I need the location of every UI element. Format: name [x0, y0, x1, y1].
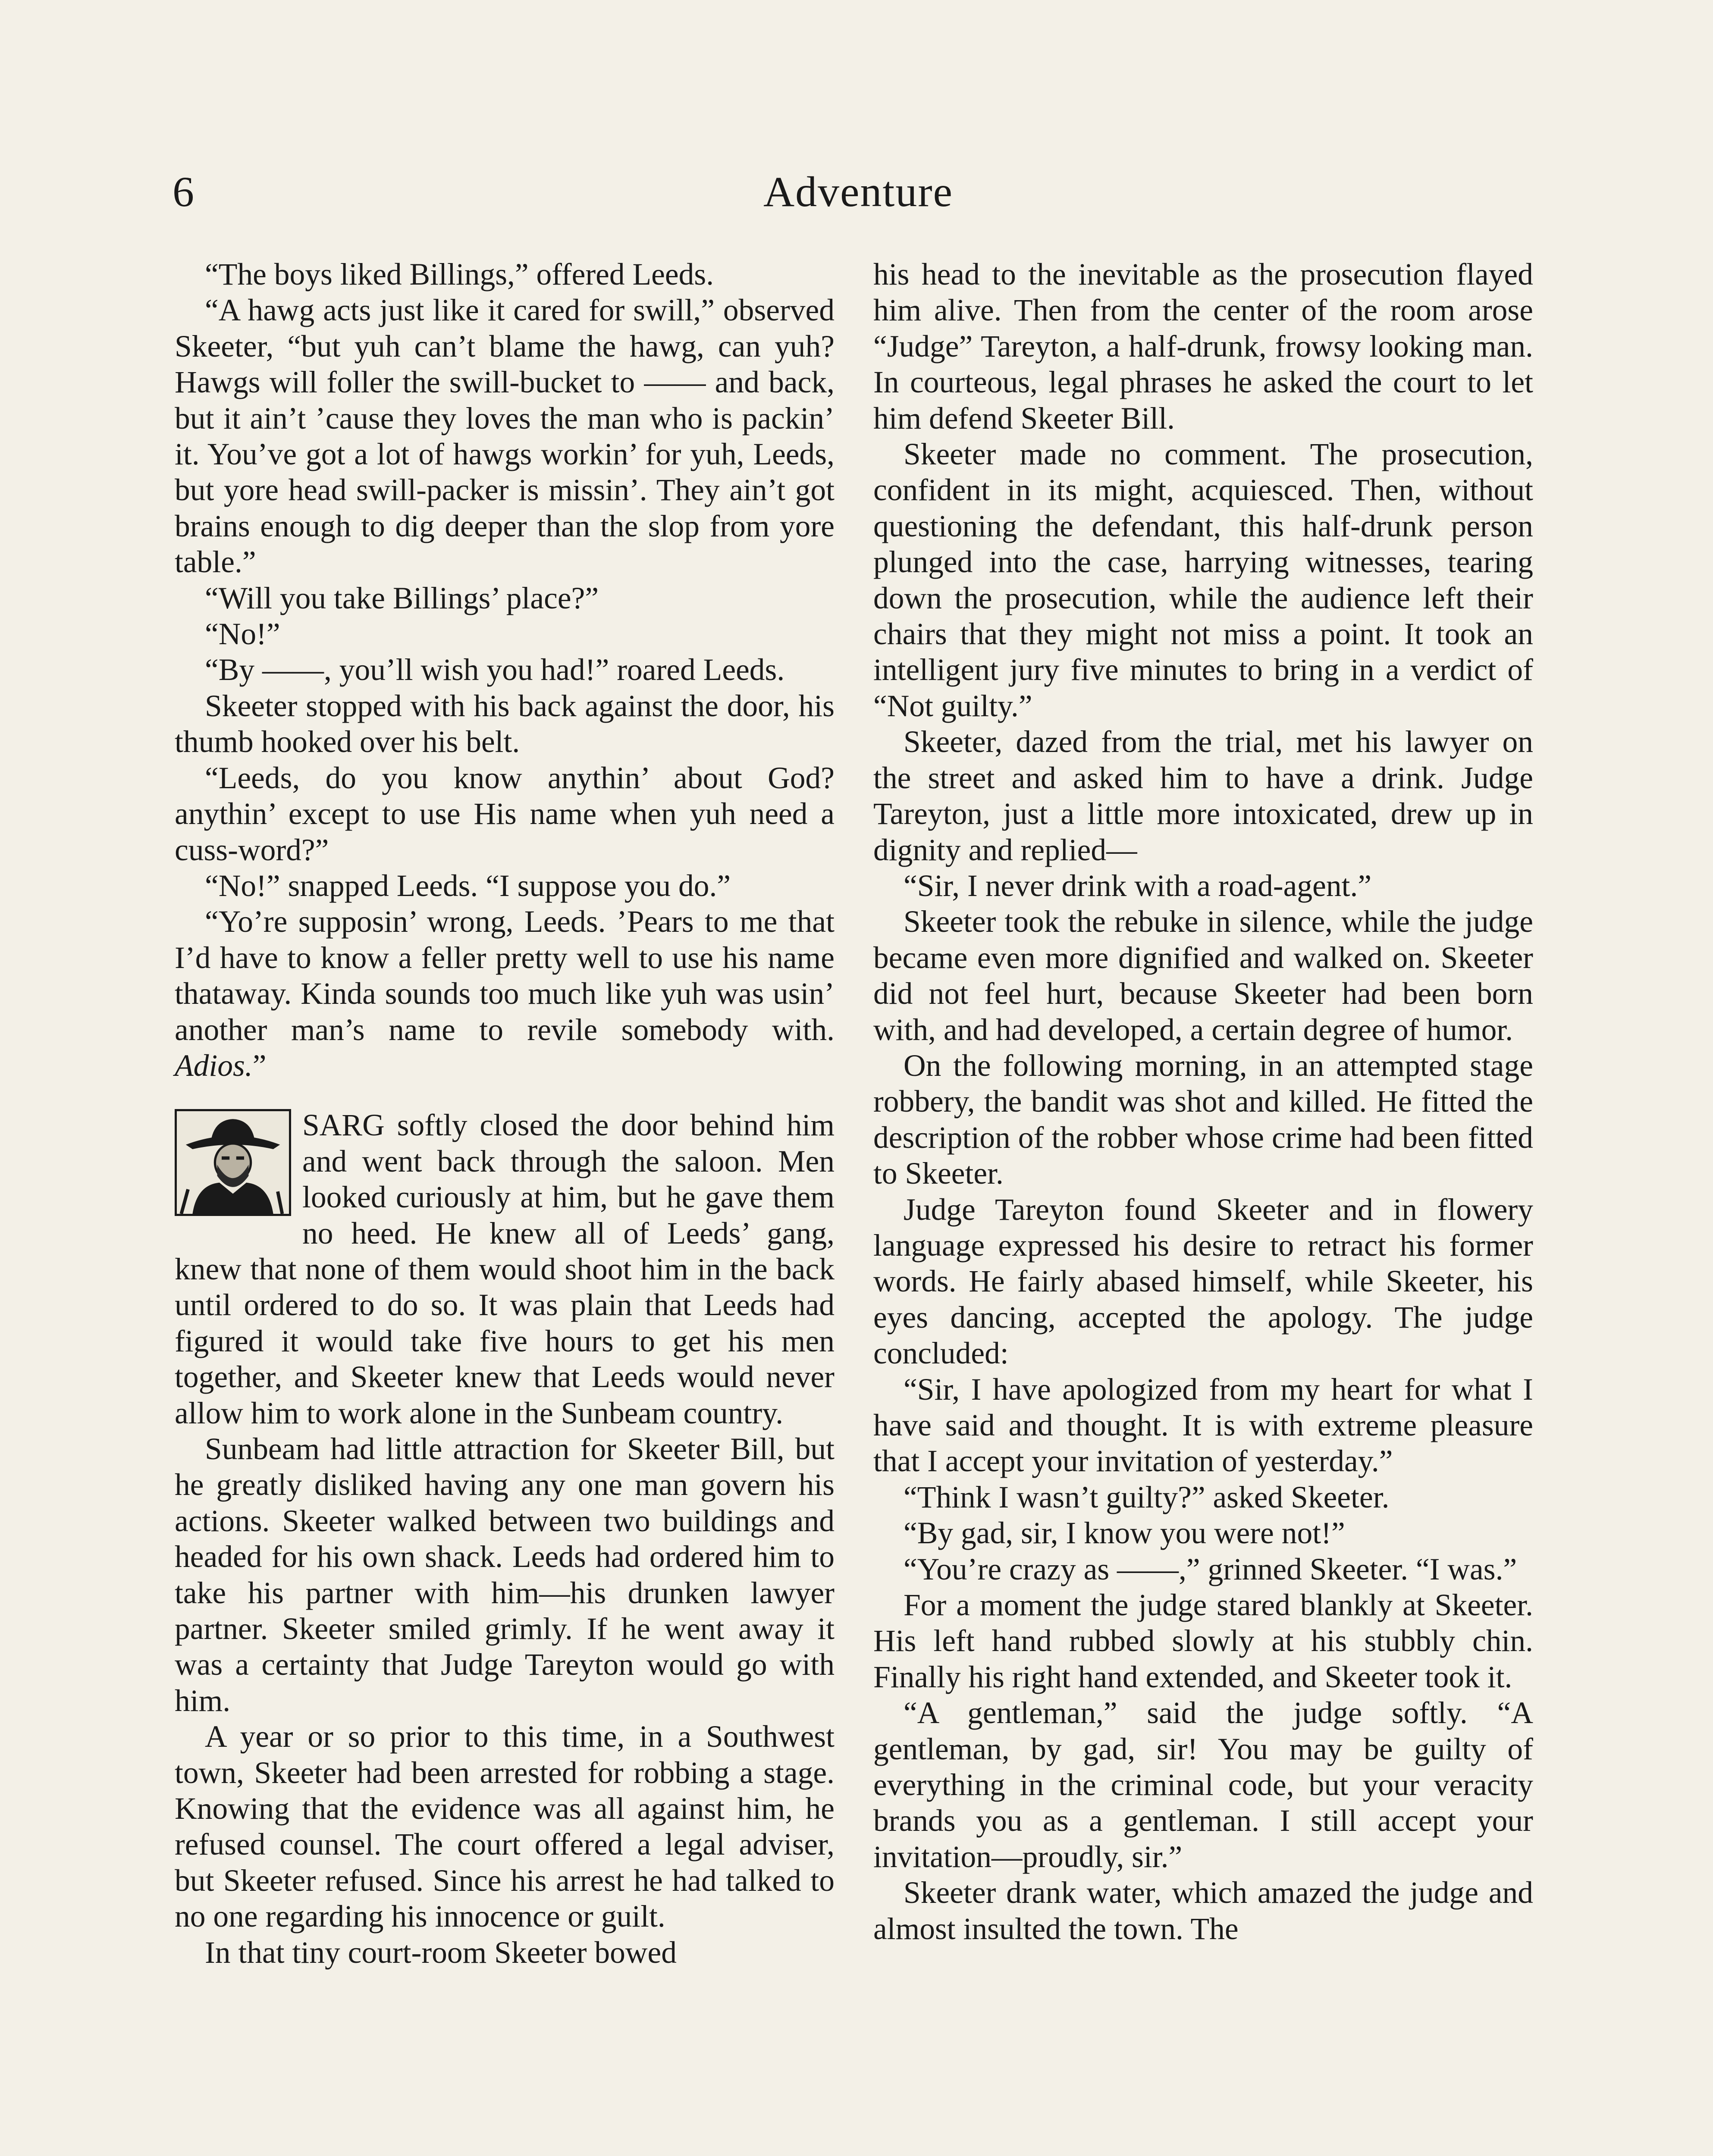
paragraph: Skeeter made no comment. The prosecution, confident in its might, acquiesced. Then, without questioning the defendant, this half-drunk person plunged into the case, harrying witnesses, tearing down the prosecution, while the audience left their chairs that they might not miss a point. It took an intelligent jury five minutes to bring in a verdict of “Not guilty.” [873, 437, 1533, 723]
paragraph: “Will you take Billings’ place?” [205, 581, 599, 615]
continued-paragraph: his head to the inevitable as the prosecution flayed him alive. Then from the center of the room arose “Judge” Tareyton, a half-drunk, frowsy looking man. In courteous, legal phrases he asked the court to let him defend Skeeter Bill. [873, 257, 1533, 436]
paragraph-text: “Yo’re supposin’ wrong, Leeds. ’Pears to me that I’d have to know a feller pretty well to use his name thataway. Kinda sounds too much like yuh was usin’ another man’s name to revile somebody with. [175, 905, 835, 1047]
page-number: 6 [173, 168, 194, 216]
paragraph: “Leeds, do you know anythin’ about God? anythin’ except to use His name when yuh need a cuss-word?” [175, 761, 835, 867]
left-column [175, 257, 835, 1971]
adios-text: Adios. [175, 1048, 253, 1083]
paragraph [175, 904, 835, 1084]
paragraph: “No!” snapped Leeds. “I suppose you do.” [205, 868, 731, 903]
paragraph: A year or so prior to this time, in a Southwest town, Skeeter had been arrested for robbing a stage. Knowing that the evidence was all against him, he refused counsel. The court offered a legal adviser, but Skeeter refused. Since his arrest he had talked to no one regarding his innocence or guilt. [175, 1720, 835, 1934]
running-title: Adventure [763, 168, 954, 216]
paragraph: “A hawg acts just like it cared for swill,” observed Skeeter, “but yuh can’t blame the hawg, can yuh? Hawgs will foller the swill-bucket to —— and back, but it ain’t ’cause they loves the man who is packin’ it. You’ve got a lot of hawgs workin’ for yuh, Leeds, but yore head swill-packer is missin’. They ain’t got brains enough to dig deeper than the slop from yore table.” [175, 293, 835, 580]
paragraph: “Sir, I have apologized from my heart for what I have said and thought. It is with extreme pleasure that I accept your invitation of yesterday.” [873, 1372, 1533, 1479]
paragraph: Sunbeam had little attraction for Skeeter Bill, but he greatly disliked having any one man govern his actions. Skeeter walked between two buildings and headed for his own shack. Leeds had ordered him to take his partner with him—his drunken lawyer partner. Skeeter smiled grimly. If he went away it was a certainty that Judge Tareyton would go with him. [175, 1432, 835, 1718]
closing-quote: ” [252, 1048, 267, 1083]
paragraph: “You’re crazy as ——,” grinned Skeeter. “I was.” [904, 1552, 1517, 1586]
paragraph: On the following morning, in an attempted stage robbery, the bandit was shot and killed. He fitted the description of the robber whose crime had been fitted to Skeeter. [873, 1048, 1533, 1191]
page-header [173, 166, 1544, 231]
paragraph: “By gad, sir, I know you were not!” [904, 1516, 1345, 1551]
paragraph: “A gentleman,” said the judge softly. “A gentleman, by gad, sir! You may be guilty of everything in the criminal code, but your veracity brands you as a gentleman. I still accept your invitation—proudly, sir.” [873, 1696, 1533, 1874]
paragraph: “By ——, you’ll wish you had!” roared Leeds. [205, 653, 785, 687]
cowboy-illustration-icon [175, 1109, 291, 1216]
paragraph: “The boys liked Billings,” offered Leeds. [205, 257, 714, 291]
paragraph: For a moment the judge stared blankly at Skeeter. His left hand rubbed slowly at his stubbly chin. Finally his right hand extended, and Skeeter took it. [873, 1588, 1533, 1694]
section-opening-text: SARG softly closed the door behind him and went back through the saloon. Men looked curiously at him, but he gave them no heed. He knew all of Leeds’ gang, knew that none of them would shoot him in the back until ordered to do so. It was plain that Leeds had figured it would take five hours to get his men together, and Skeeter knew that Leeds would never allow him to work alone in the Sunbeam country. [175, 1108, 835, 1430]
paragraph: “Sir, I never drink with a road-agent.” [904, 868, 1372, 903]
paragraph: Skeeter drank water, which amazed the judge and almost insulted the town. The [873, 1876, 1533, 1946]
right-column [873, 257, 1533, 1947]
paragraph: Judge Tareyton found Skeeter and in flowery language expressed his desire to retract his former words. He fairly abased himself, while Skeeter, his eyes dancing, accepted the apology. The judge concluded: [873, 1192, 1533, 1371]
paragraph: Skeeter stopped with his back against the door, his thumb hooked over his belt. [175, 689, 835, 759]
paragraph: “Think I wasn’t guilty?” asked Skeeter. [904, 1480, 1390, 1514]
paragraph: In that tiny court-room Skeeter bowed [205, 1935, 677, 1970]
section-opening-paragraph [175, 1107, 835, 1431]
paragraph: Skeeter, dazed from the trial, met his lawyer on the street and asked him to have a drink. Judge Tareyton, just a little more intoxicated, drew up in dignity and replied— [873, 725, 1533, 867]
paragraph: Skeeter took the rebuke in silence, while the judge became even more dignified and walked on. Skeeter did not feel hurt, because Skeeter had been born with, and had developed, a certain degree of humor. [873, 905, 1533, 1047]
paragraph: “No!” [205, 617, 280, 652]
